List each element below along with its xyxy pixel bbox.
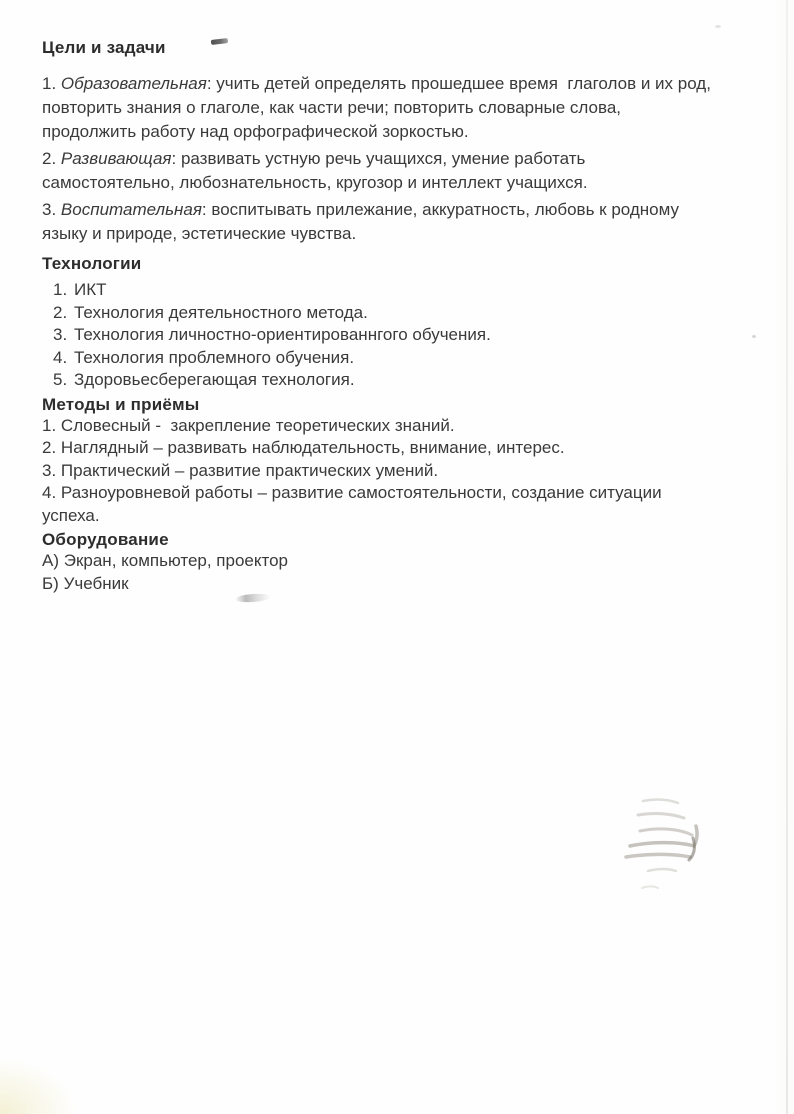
- item-text: Технология проблемного обучения.: [74, 347, 355, 367]
- goal-number: 3.: [42, 200, 57, 219]
- dust-speck: [752, 335, 756, 338]
- goal-title: Развивающая: [60, 149, 172, 168]
- method-item: [42, 437, 718, 460]
- section-heading-equipment: Оборудование: [42, 530, 169, 549]
- goal-paragraph: [42, 147, 718, 195]
- item-text: Экран, компьютер, проектор: [63, 551, 288, 570]
- item-text: Здоровьесберегающая технология.: [74, 370, 355, 389]
- item-number: 2.: [53, 302, 68, 322]
- item-number: 1.: [53, 280, 68, 299]
- item-number: 2.: [42, 438, 57, 457]
- goal-text: : учить детей определять прошедшее время глаголов и их род, повторить знания о глаголе, как части речи; повторить словарные слова, продолжить работу над орфографической зоркостью.: [42, 74, 716, 141]
- technology-item: [53, 324, 718, 347]
- goal-paragraph: [42, 198, 718, 246]
- item-number: 4.: [53, 347, 68, 367]
- eraser-scribble-artifact: [618, 793, 713, 893]
- equipment-item: [42, 550, 718, 573]
- technology-item: [53, 302, 718, 325]
- method-item: [42, 460, 718, 483]
- technology-item: [53, 369, 718, 392]
- technologies-list: [42, 279, 718, 392]
- dust-speck: [715, 25, 721, 28]
- section-heading-technologies: Технологии: [42, 254, 142, 273]
- methods-list: [42, 415, 718, 528]
- item-number: 5.: [53, 370, 68, 389]
- goal-title: Воспитательная: [60, 200, 202, 219]
- method-item: [42, 415, 718, 438]
- item-text: Практический – развитие практических умений.: [60, 460, 439, 480]
- item-number: 1.: [42, 415, 57, 435]
- scan-edge-shadow: [786, 0, 788, 1114]
- equipment-list: [42, 550, 718, 595]
- item-number: 3.: [42, 460, 57, 480]
- equipment-item: [42, 573, 718, 596]
- section-heading-goals: Цели и задачи: [42, 38, 166, 57]
- item-text: Словесный - закрепление теоретических знаний.: [60, 415, 455, 435]
- item-letter: А): [42, 551, 59, 570]
- item-text: Учебник: [63, 573, 129, 593]
- item-number: 4.: [42, 483, 57, 502]
- document-content: [42, 38, 718, 595]
- item-text: Разноуровневой работы – развитие самостоятельности, создание ситуации успеха.: [42, 483, 667, 525]
- technology-item: [53, 347, 718, 370]
- goal-paragraph: [42, 72, 718, 144]
- item-text: Технология личностно-ориентированнгого обучения.: [74, 325, 491, 344]
- goal-number: 2.: [42, 149, 57, 168]
- section-heading-methods: Методы и приёмы: [42, 394, 200, 414]
- method-item: [42, 482, 718, 527]
- item-letter: Б): [42, 573, 59, 593]
- item-text: Технология деятельностного метода.: [74, 302, 368, 322]
- goal-number: 1.: [42, 74, 57, 93]
- goal-title: Образовательная: [60, 74, 207, 93]
- technology-item: [53, 279, 718, 302]
- item-text: ИКТ: [74, 280, 107, 299]
- goal-text: : воспитывать прилежание, аккуратность, любовь к родному языку и природе, эстетические чувства.: [42, 200, 684, 243]
- item-number: 3.: [53, 325, 68, 344]
- goal-text: : развивать устную речь учащихся, умение работать самостоятельно, любознательность, кругозор и интеллект учащихся.: [42, 149, 591, 192]
- item-text: Наглядный – развивать наблюдательность, внимание, интерес.: [60, 438, 565, 457]
